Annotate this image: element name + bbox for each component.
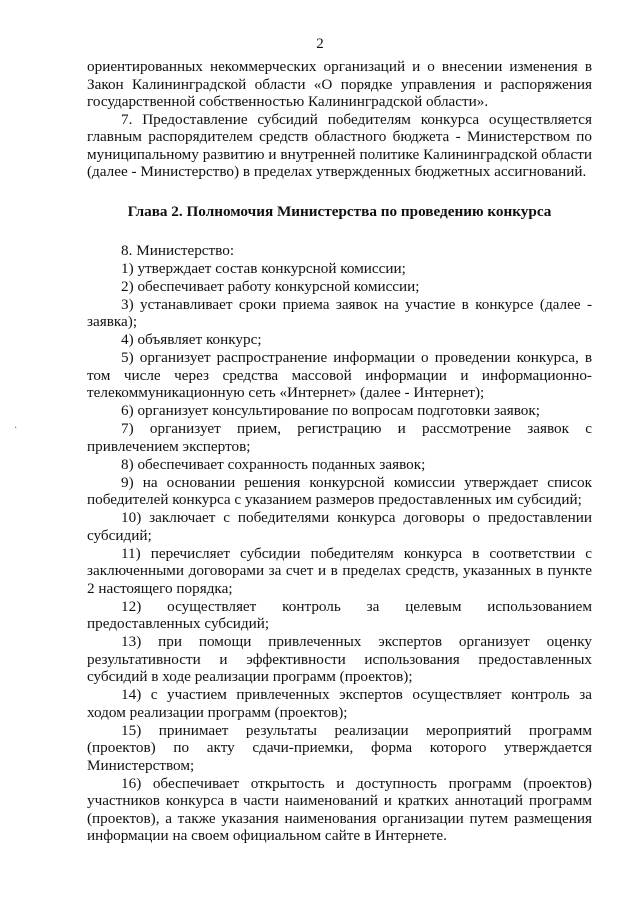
paragraph-item-7: 7. Предоставление субсидий победителям конкурса осуществляется главным распорядителем средств областного бюджета - Министерством по муниципальному развитию и внутренней политике Калининградской области (далее - Министерство) в пределах утвержденных бюджетных ассигнований. bbox=[87, 110, 592, 180]
list-item: 14) с участием привлеченных экспертов осуществляет контроль за ходом реализации программ (проектов); bbox=[87, 686, 592, 721]
list-item: 16) обеспечивает открытость и доступность программ (проектов) участников конкурса в части наименований и кратких аннотаций программ (проектов), а также указания наименования организации путем размещения информации на своем официальном сайте в Интернете. bbox=[87, 774, 592, 844]
page-number: 2 bbox=[316, 36, 324, 52]
list-item: 12) осуществляет контроль за целевым использованием предоставленных субсидий; bbox=[87, 597, 592, 632]
list-item: 3) устанавливает сроки приема заявок на участие в конкурсе (далее - заявка); bbox=[87, 295, 592, 330]
list-item: 11) перечисляет субсидии победителям конкурса в соответствии с заключенными договорами за счет и в пределах средств, указанных в пункте 2 настоящего порядка; bbox=[87, 544, 592, 597]
list-item: 15) принимает результаты реализации мероприятий программ (проектов) по акту сдачи-приемки, форма которого утверждается Министерством; bbox=[87, 721, 592, 774]
list-item: 2) обеспечивает работу конкурсной комиссии; bbox=[121, 277, 420, 295]
page-content bbox=[87, 58, 592, 845]
list-item: 9) на основании решения конкурсной комиссии утверждает список победителей конкурса с указанием размеров предоставленных им субсидий; bbox=[87, 473, 592, 508]
list-item: 10) заключает с победителями конкурса договоры о предоставлении субсидий; bbox=[87, 509, 592, 544]
list-item: 8) обеспечивает сохранность поданных заявок; bbox=[121, 455, 426, 473]
chapter-heading: Глава 2. Полномочия Министерства по проведению конкурса bbox=[127, 202, 552, 220]
paragraph-continuation: ориентированных некоммерческих организаций и о внесении изменения в Закон Калининградской области «О порядке управления и распоряжения государственной собственностью Калининградской области». bbox=[87, 58, 592, 110]
margin-mark: · bbox=[14, 423, 18, 434]
list-item: 5) организует распространение информации о проведении конкурса, в том числе через средства массовой информации и информационно-телекоммуникационную сеть «Интернет» (далее - Интернет); bbox=[87, 349, 592, 401]
list-item: 13) при помощи привлеченных экспертов организует оценку результативности и эффективности использования предоставленных субсидий в ходе реализации программ (проектов); bbox=[87, 633, 592, 685]
list-item: 8. Министерство: bbox=[121, 241, 235, 259]
list-item: 6) организует консультирование по вопросам подготовки заявок; bbox=[121, 402, 540, 419]
list-item: 4) объявляет конкурс; bbox=[121, 331, 262, 348]
list-item: 1) утверждает состав конкурсной комиссии; bbox=[121, 259, 406, 277]
list-item: 7) организует прием, регистрацию и рассмотрение заявок с привлечением экспертов; bbox=[87, 420, 592, 455]
